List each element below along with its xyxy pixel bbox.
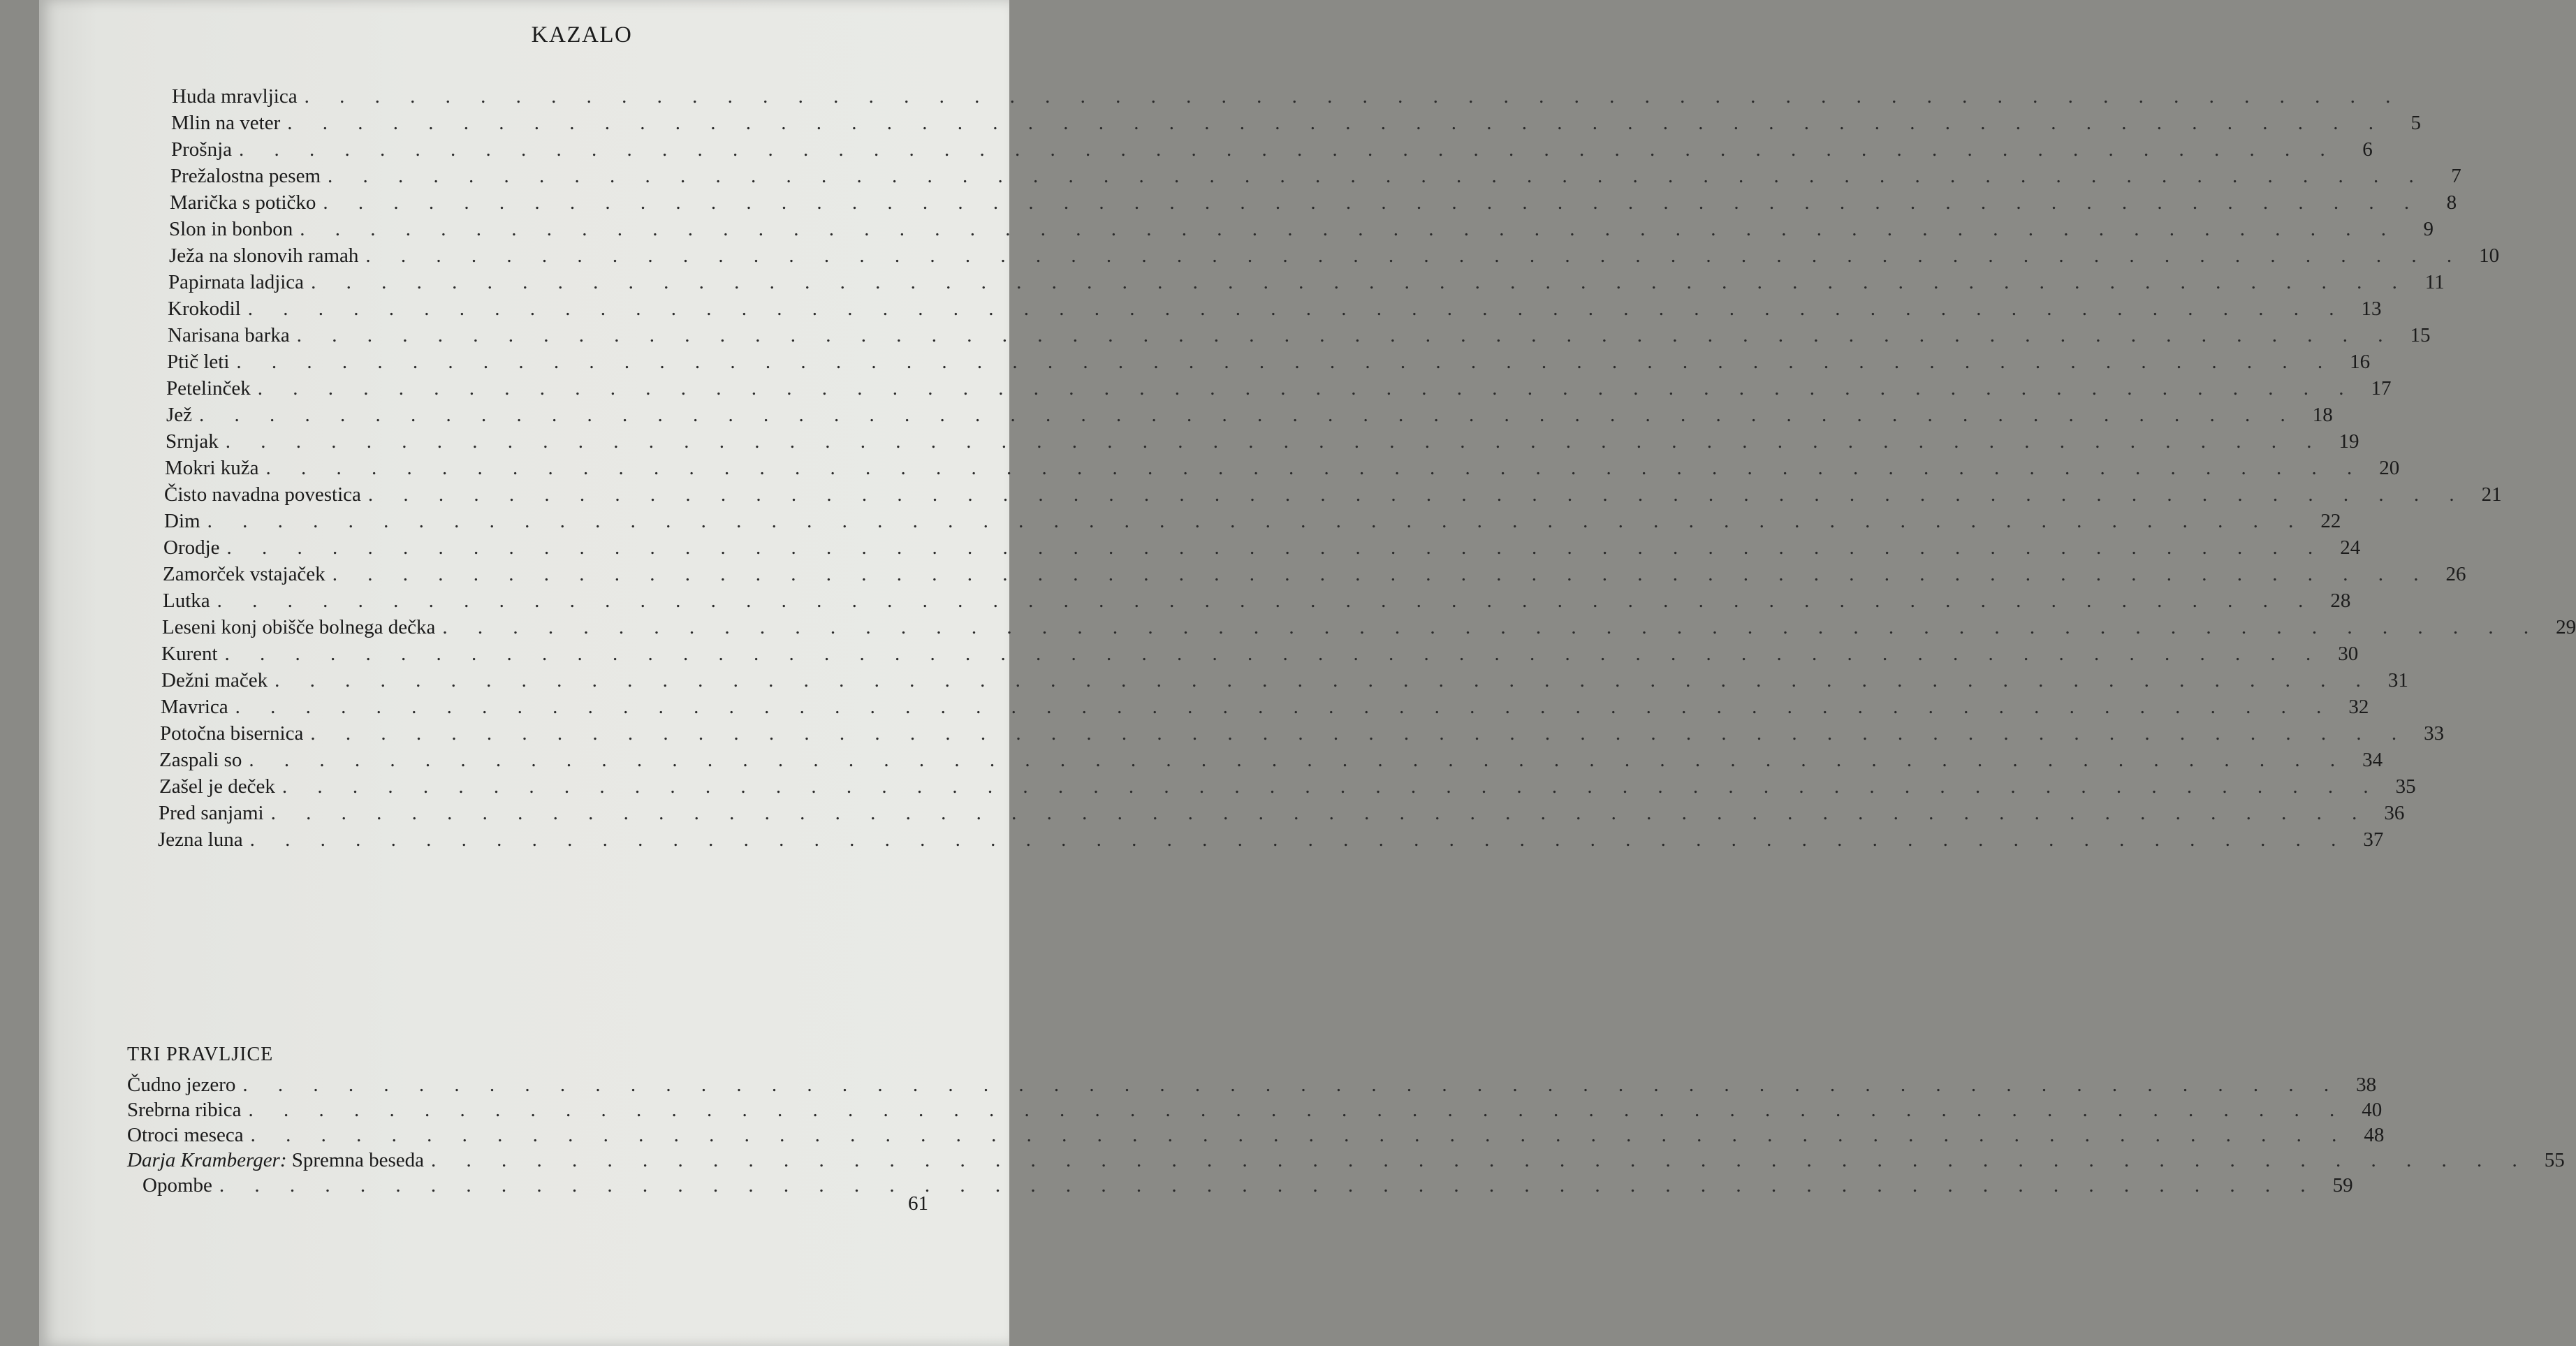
dot-leader: . . . . . . . . . . . . . . . . . . . . . . . . . . . . . . . . . . . . . . . . . . . . . . . . . . . . . . . . . . . . — [257, 377, 2357, 400]
page-number: 15 — [2410, 324, 2431, 346]
section-heading: TRI PRAVLJICE — [127, 1044, 274, 1065]
dot-leader: . . . . . . . . . . . . . . . . . . . . . . . . . . . . . . . . . . . . . . . . . . . . . . . . . . . . . . . . . . . . — [219, 1174, 2318, 1197]
toc-entry — [169, 242, 2500, 270]
page-number: 18 — [2312, 404, 2333, 426]
dot-leader: . . . . . . . . . . . . . . . . . . . . . . . . . . . . . . . . . . . . . . . . . . . . . . . . . . . . . . . . . . . . — [217, 590, 2316, 612]
entry-title: Čudno jezero — [127, 1074, 236, 1096]
toc-entry — [167, 348, 2371, 376]
page-number: 32 — [2348, 696, 2369, 718]
page-number: 13 — [2361, 298, 2382, 320]
toc-entry — [161, 666, 2408, 694]
toc-entry — [166, 427, 2359, 455]
entry-title: Srebrna ribica — [127, 1099, 242, 1121]
entry-title: Huda mravljica — [172, 85, 298, 108]
toc-entry — [164, 507, 2341, 535]
toc-entry — [163, 534, 2361, 562]
page-number: 6 — [2362, 138, 2373, 161]
section-entry — [127, 1071, 2377, 1099]
entry-title: Dim — [164, 510, 200, 532]
dot-leader: . . . . . . . . . . . . . . . . . . . . . . . . . . . . . . . . . . . . . . . . . . . . . . . . . . . . . . . . . . . . — [207, 510, 2306, 532]
dot-leader: . . . . . . . . . . . . . . . . . . . . . . . . . . . . . . . . . . . . . . . . . . . . . . . . . . . . . . . . . . . . — [275, 669, 2373, 692]
dot-leader: . . . . . . . . . . . . . . . . . . . . . . . . . . . . . . . . . . . . . . . . . . . . . . . . . . . . . . . . . . . . — [249, 828, 2349, 851]
dot-leader: . . . . . . . . . . . . . . . . . . . . . . . . . . . . . . . . . . . . . . . . . . . . . . . . . . . . . . . . . . . . — [442, 616, 2542, 638]
page-number: 29 — [2556, 616, 2576, 638]
notes-entry — [142, 1171, 2353, 1199]
dot-leader: . . . . . . . . . . . . . . . . . . . . . . . . . . . . . . . . . . . . . . . . . . . . . . . . . . . . . . . . . . . . — [328, 165, 2427, 187]
toc-entry — [171, 136, 2373, 163]
toc-entry — [163, 587, 2351, 615]
dot-leader: . . . . . . . . . . . . . . . . . . . . . . . . . . . . . . . . . . . . . . . . . . . . . . . . . . . . . . . . . . . . — [310, 722, 2410, 745]
dot-leader: . . . . . . . . . . . . . . . . . . . . . . . . . . . . . . . . . . . . . . . . . . . . . . . . . . . . . . . . . . . . — [249, 749, 2348, 771]
page-number: 26 — [2445, 563, 2466, 585]
section-entry — [127, 1096, 2383, 1124]
dot-leader: . . . . . . . . . . . . . . . . . . . . . . . . . . . . . . . . . . . . . . . . . . . . . . . . . . . . . . . . . . . . — [235, 696, 2334, 718]
toc-entry — [161, 640, 2359, 668]
page-number: 7 — [2451, 165, 2461, 187]
page-number: 30 — [2338, 643, 2359, 665]
page-number: 35 — [2395, 775, 2416, 798]
dot-leader: . . . . . . . . . . . . . . . . . . . . . . . . . . . . . . . . . . . . . . . . . . . . . . . . . . . . . . . . . . . . — [365, 244, 2465, 267]
entry-title: Mlin na veter — [171, 112, 281, 134]
entry-title: Ptič leti — [167, 351, 230, 373]
dot-leader: . . . . . . . . . . . . . . . . . . . . . . . . . . . . . . . . . . . . . . . . . . . . . . . . . . . . . . . . . . . . — [287, 112, 2386, 134]
book-page — [39, 0, 2576, 1346]
entry-title: Orodje — [163, 536, 220, 559]
dot-leader: . . . . . . . . . . . . . . . . . . . . . . . . . . . . . . . . . . . . . . . . . . . . . . . . . . . . . . . . . . . . — [296, 324, 2396, 346]
entry-title: Jezna luna — [158, 828, 243, 851]
dot-leader: . . . . . . . . . . . . . . . . . . . . . . . . . . . . . . . . . . . . . . . . . . . . . . . . . . . . . . . . . . . . — [300, 218, 2399, 240]
entry-title — [127, 1146, 424, 1174]
toc-entry — [163, 560, 2466, 588]
entry-title: Leseni konj obišče bolnega dečka — [162, 616, 436, 638]
dot-leader: . . . . . . . . . . . . . . . . . . . . . . . . . . . . . . . . . . . . . . . . . . . . . . . . . . . . . . . . . . . . — [304, 85, 2403, 108]
entry-title: Krokodil — [168, 298, 241, 320]
page-number: 28 — [2330, 590, 2351, 612]
entry-title: Zaspali so — [159, 749, 242, 771]
entry-title: Potočna bisernica — [160, 722, 304, 745]
dot-leader: . . . . . . . . . . . . . . . . . . . . . . . . . . . . . . . . . . . . . . . . . . . . . . . . . . . . . . . . . . . . — [265, 457, 2365, 479]
toc-entry — [161, 693, 2369, 721]
afterword-entry — [127, 1146, 2565, 1174]
page-number: 8 — [2446, 191, 2457, 214]
page-number: 36 — [2384, 802, 2405, 824]
entry-title-text: Spremna beseda — [291, 1149, 425, 1171]
toc-entry — [162, 613, 2576, 641]
dot-leader: . . . . . . . . . . . . . . . . . . . . . . . . . . . . . . . . . . . . . . . . . . . . . . . . . . . . . . . . . . . . — [332, 563, 2431, 585]
page-number: 11 — [2424, 271, 2445, 293]
entry-title: Prošnja — [171, 138, 232, 161]
dot-leader: . . . . . . . . . . . . . . . . . . . . . . . . . . . . . . . . . . . . . . . . . . . . . . . . . . . . . . . . . . . . — [431, 1149, 2530, 1171]
dot-leader: . . . . . . . . . . . . . . . . . . . . . . . . . . . . . . . . . . . . . . . . . . . . . . . . . . . . . . . . . . . . — [224, 643, 2324, 665]
entry-title: Lutka — [163, 590, 210, 612]
toc-entry — [166, 374, 2392, 402]
dot-leader: . . . . . . . . . . . . . . . . . . . . . . . . . . . . . . . . . . . . . . . . . . . . . . . . . . . . . . . . . . . . — [323, 191, 2422, 214]
dot-leader: . . . . . . . . . . . . . . . . . . . . . . . . . . . . . . . . . . . . . . . . . . . . . . . . . . . . . . . . . . . . — [236, 351, 2336, 373]
toc-entry — [170, 189, 2457, 217]
toc-entry — [164, 481, 2502, 509]
toc-entry — [168, 268, 2445, 296]
dot-leader: . . . . . . . . . . . . . . . . . . . . . . . . . . . . . . . . . . . . . . . . . . . . . . . . . . . . . . . . . . . . — [225, 430, 2325, 453]
entry-author: Darja Kramberger: — [127, 1149, 287, 1171]
page-number: 40 — [2362, 1099, 2383, 1121]
toc-entry — [166, 401, 2333, 429]
page-number: 38 — [2356, 1074, 2377, 1096]
entry-title: Petelinček — [166, 377, 251, 400]
entry-title: Jež — [166, 404, 193, 426]
dot-leader: . . . . . . . . . . . . . . . . . . . . . . . . . . . . . . . . . . . . . . . . . . . . . . . . . . . . . . . . . . . . — [250, 1124, 2350, 1146]
entry-title: Slon in bonbon — [169, 218, 293, 240]
dot-leader: . . . . . . . . . . . . . . . . . . . . . . . . . . . . . . . . . . . . . . . . . . . . . . . . . . . . . . . . . . . . — [311, 271, 2410, 293]
toc-entry — [159, 799, 2405, 827]
page-number: 55 — [2544, 1149, 2565, 1171]
entry-title: Narisana barka — [168, 324, 290, 346]
dot-leader: . . . . . . . . . . . . . . . . . . . . . . . . . . . . . . . . . . . . . . . . . . . . . . . . . . . . . . . . . . . . — [247, 298, 2347, 320]
page-title: KAZALO — [531, 22, 633, 47]
toc-entry — [172, 82, 2403, 110]
entry-title: Dežni maček — [161, 669, 268, 692]
section-entry — [127, 1121, 2385, 1149]
page-number: 59 — [2332, 1174, 2353, 1197]
page-number: 34 — [2362, 749, 2383, 771]
entry-title: Mokri kuža — [165, 457, 259, 479]
entry-title: Otroci meseca — [127, 1124, 244, 1146]
toc-entry — [171, 109, 2421, 137]
page-number: 10 — [2479, 244, 2500, 267]
toc-entry — [158, 826, 2384, 854]
toc-entry — [159, 746, 2383, 774]
entry-title: Opombe — [142, 1174, 212, 1197]
entry-title: Papirnata ladjica — [168, 271, 305, 293]
dot-leader: . . . . . . . . . . . . . . . . . . . . . . . . . . . . . . . . . . . . . . . . . . . . . . . . . . . . . . . . . . . . — [248, 1099, 2348, 1121]
dot-leader: . . . . . . . . . . . . . . . . . . . . . . . . . . . . . . . . . . . . . . . . . . . . . . . . . . . . . . . . . . . . — [281, 775, 2381, 798]
page-number: 31 — [2387, 669, 2408, 692]
entry-title: Čisto navadna povestica — [164, 483, 361, 506]
page-number: 48 — [2364, 1124, 2385, 1146]
page-number: 16 — [2350, 351, 2371, 373]
page-number: 20 — [2379, 457, 2400, 479]
entry-title: Srnjak — [166, 430, 219, 453]
page-number: 33 — [2424, 722, 2445, 745]
page-number: 19 — [2339, 430, 2359, 453]
entry-title: Zašel je deček — [159, 775, 275, 798]
dot-leader: . . . . . . . . . . . . . . . . . . . . . . . . . . . . . . . . . . . . . . . . . . . . . . . . . . . . . . . . . . . . — [242, 1074, 2342, 1096]
entry-title: Mavrica — [161, 696, 228, 718]
page-number: 24 — [2340, 536, 2361, 559]
toc-entry — [160, 719, 2445, 747]
entry-title: Zamorček vstajaček — [163, 563, 325, 585]
page-number: 37 — [2363, 828, 2384, 851]
page-number: 5 — [2410, 112, 2421, 134]
dot-leader: . . . . . . . . . . . . . . . . . . . . . . . . . . . . . . . . . . . . . . . . . . . . . . . . . . . . . . . . . . . . — [199, 404, 2298, 426]
page-number: 17 — [2371, 377, 2392, 400]
toc-entry — [168, 321, 2431, 349]
entry-title: Ježa na slonovih ramah — [169, 244, 359, 267]
toc-entry — [159, 773, 2416, 800]
page-number: 21 — [2481, 483, 2502, 506]
toc-entry — [170, 162, 2461, 190]
page-number: 9 — [2423, 218, 2434, 240]
page-number: 22 — [2320, 510, 2341, 532]
entry-title: Kurent — [161, 643, 218, 665]
page-number: 61 — [908, 1192, 928, 1215]
dot-leader: . . . . . . . . . . . . . . . . . . . . . . . . . . . . . . . . . . . . . . . . . . . . . . . . . . . . . . . . . . . . — [239, 138, 2338, 161]
dot-leader: . . . . . . . . . . . . . . . . . . . . . . . . . . . . . . . . . . . . . . . . . . . . . . . . . . . . . . . . . . . . — [226, 536, 2326, 559]
dot-leader: . . . . . . . . . . . . . . . . . . . . . . . . . . . . . . . . . . . . . . . . . . . . . . . . . . . . . . . . . . . . — [270, 802, 2370, 824]
toc-entry — [165, 454, 2400, 482]
entry-title: Marička s potičko — [170, 191, 316, 214]
toc-entry — [169, 215, 2434, 243]
dot-leader: . . . . . . . . . . . . . . . . . . . . . . . . . . . . . . . . . . . . . . . . . . . . . . . . . . . . . . . . . . . . — [367, 483, 2467, 506]
toc-entry — [168, 295, 2382, 323]
entry-title: Prežalostna pesem — [170, 165, 321, 187]
entry-title: Pred sanjami — [159, 802, 264, 824]
